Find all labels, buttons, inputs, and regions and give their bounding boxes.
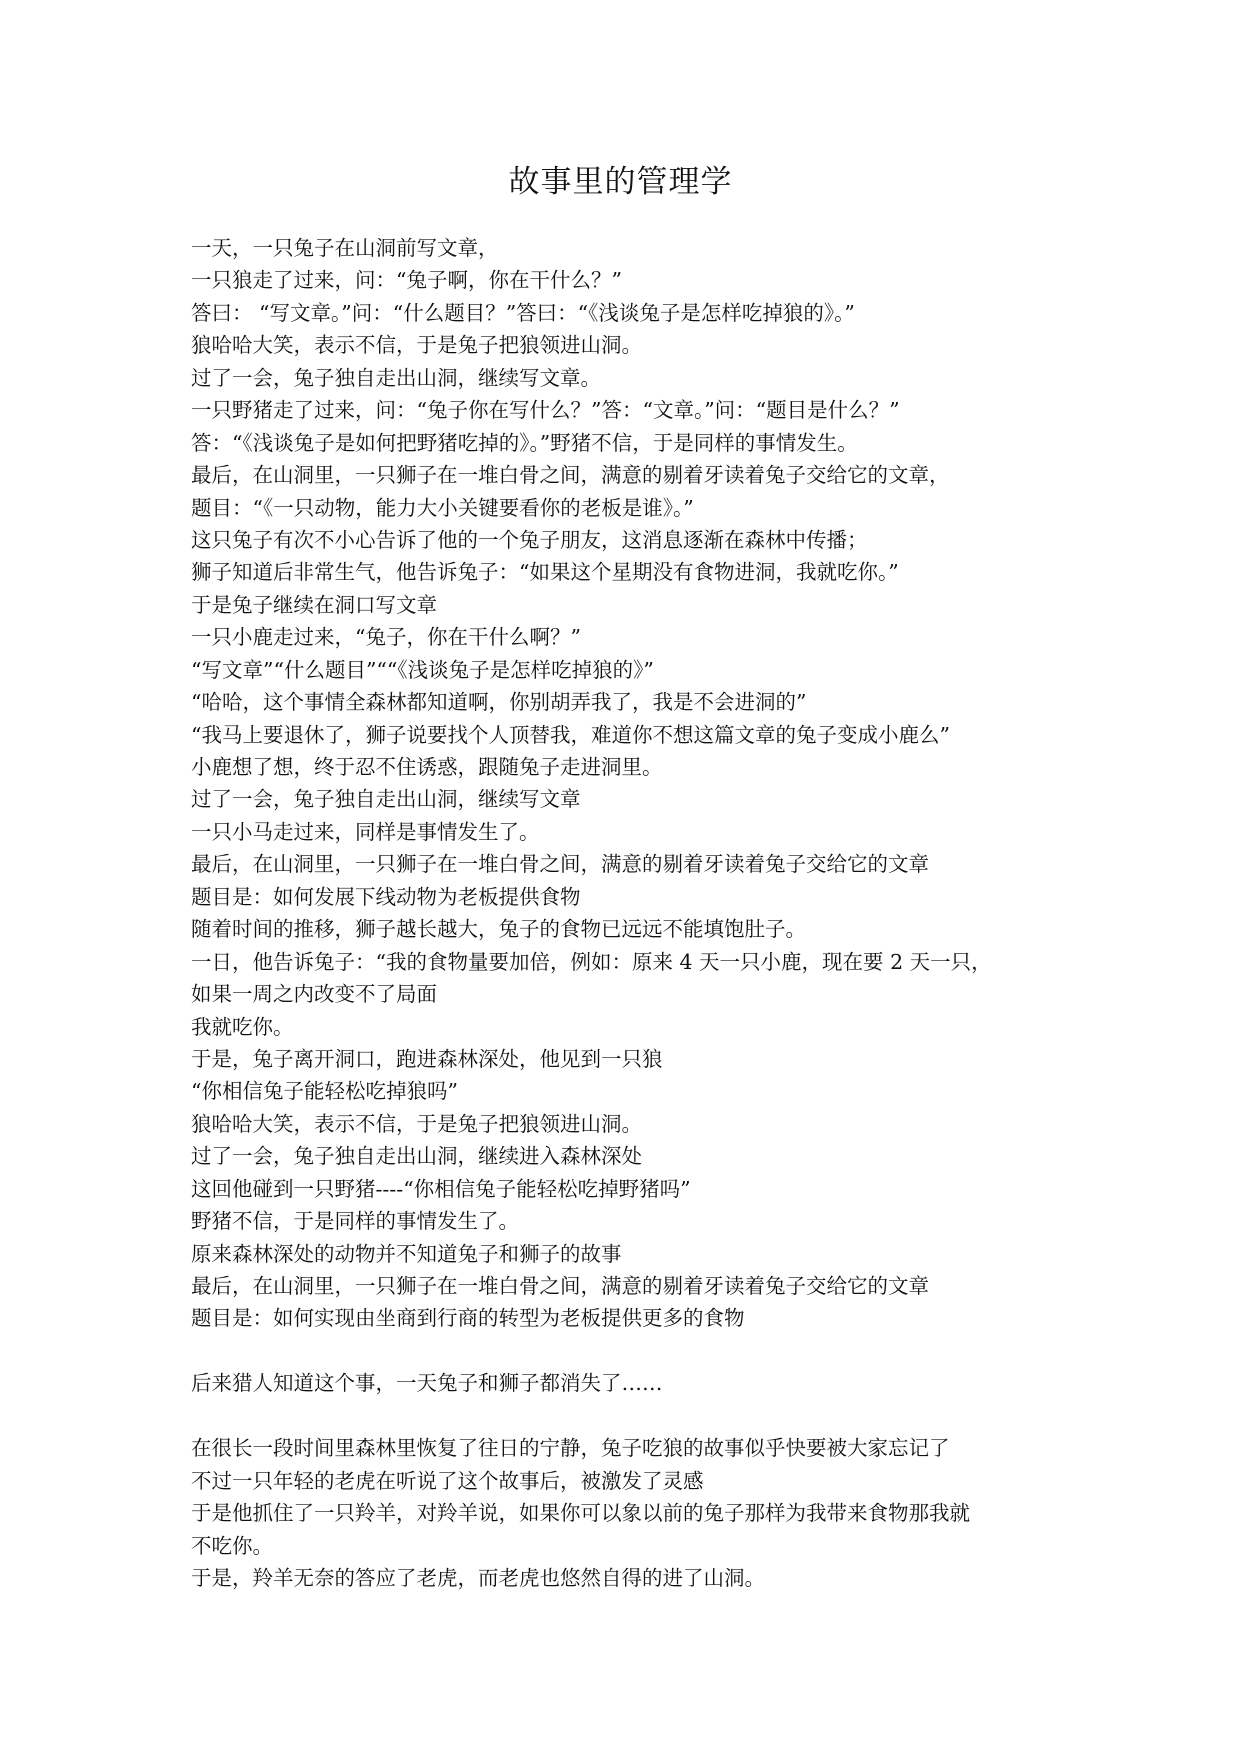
text-line: 我就吃你。 (191, 1014, 294, 1039)
text-line: 最后，在山洞里，一只狮子在一堆白骨之间，满意的剔着牙读着兔子交给它的文章 (191, 852, 929, 877)
paragraph-gap (191, 1400, 1051, 1432)
text-line: “你相信兔子能轻松吃掉狼吗” (191, 1079, 458, 1104)
text-line: 如果一周之内改变不了局面 (191, 982, 437, 1007)
text-line: 一只狼走了过来，问：“兔子啊，你在干什么？” (191, 268, 622, 293)
text-line: 答曰： “写文章。”问：“什么题目？”答曰：“《浅谈兔子是怎样吃掉狼的》。” (191, 300, 855, 325)
text-line: 一只小鹿走过来，“兔子，你在干什么啊？” (191, 625, 581, 650)
text-line: 答：“《浅谈兔子是如何把野猪吃掉的》。”野猪不信，于是同样的事情发生。 (191, 430, 858, 455)
text-line: 狼哈哈大笑，表示不信，于是兔子把狼领进山洞。 (191, 1111, 642, 1136)
text-line: “写文章”“什么题目”““《浅谈兔子是怎样吃掉狼的》” (191, 657, 654, 682)
text-line: 题目是：如何实现由坐商到行商的转型为老板提供更多的食物 (191, 1306, 745, 1331)
document-title: 故事里的管理学 (508, 164, 733, 200)
text-line: 后来猎人知道这个事，一天兔子和狮子都消失了…… (191, 1371, 663, 1396)
text-line: 过了一会，兔子独自走出山洞，继续写文章 (191, 787, 581, 812)
paragraph-gap (191, 1335, 1051, 1367)
text-line: 狮子知道后非常生气，他告诉兔子：“如果这个星期没有食物进洞，我就吃你。” (191, 560, 899, 585)
text-line: 一日，他告诉兔子：“我的食物量要加倍，例如：原来 4 天一只小鹿，现在要 2 天一只， (191, 949, 992, 974)
text-line: 在很长一段时间里森林里恢复了往日的宁静，兔子吃狼的故事似乎快要被大家忘记了 (191, 1436, 950, 1461)
text-line: 题目：“《一只动物，能力大小关键要看你的老板是谁》。” (191, 495, 694, 520)
text-line: 这回他碰到一只野猪----“你相信兔子能轻松吃掉野猪吗” (191, 1176, 691, 1201)
text-line: 随着时间的推移，狮子越长越大，兔子的食物已远远不能填饱肚子。 (191, 917, 806, 942)
text-line: 于是兔子继续在洞口写文章 (191, 592, 437, 617)
text-line: “我马上要退休了，狮子说要找个人顶替我，难道你不想这篇文章的兔子变成小鹿么” (191, 722, 950, 747)
text-line: 一天，一只兔子在山洞前写文章， (191, 236, 499, 260)
text-line: 题目是：如何发展下线动物为老板提供食物 (191, 884, 581, 909)
text-line: 不吃你。 (191, 1533, 273, 1558)
text-line: 不过一只年轻的老虎在听说了这个故事后，被激发了灵感 (191, 1468, 704, 1493)
text-line: 一只野猪走了过来，问：“兔子你在写什么？”答：“文章。”问：“题目是什么？” (191, 398, 900, 423)
text-line: 于是，兔子离开洞口，跑进森林深处，他见到一只狼 (191, 1046, 663, 1071)
text-line: 于是，羚羊无奈的答应了老虎，而老虎也悠然自得的进了山洞。 (191, 1565, 765, 1590)
text-line: “哈哈，这个事情全森林都知道啊，你别胡弄我了，我是不会进洞的” (191, 690, 807, 715)
text-line: 于是他抓住了一只羚羊，对羚羊说，如果你可以象以前的兔子那样为我带来食物那我就 (191, 1501, 970, 1526)
document-body (191, 232, 1051, 1594)
text-line: 过了一会，兔子独自走出山洞，继续写文章。 (191, 365, 601, 390)
text-line: 一只小马走过来，同样是事情发生了。 (191, 819, 540, 844)
text-line: 小鹿想了想，终于忍不住诱惑，跟随兔子走进洞里。 (191, 755, 663, 779)
text-line: 这只兔子有次不小心告诉了他的一个兔子朋友，这消息逐渐在森林中传播； (191, 527, 868, 552)
text-line: 原来森林深处的动物并不知道兔子和狮子的故事 (191, 1241, 622, 1266)
text-line: 最后，在山洞里，一只狮子在一堆白骨之间，满意的剔着牙读着兔子交给它的文章， (191, 463, 950, 488)
text-line: 狼哈哈大笑，表示不信，于是兔子把狼领进山洞。 (191, 333, 642, 358)
text-line: 野猪不信，于是同样的事情发生了。 (191, 1209, 519, 1234)
text-line: 过了一会，兔子独自走出山洞，继续进入森林深处 (191, 1144, 642, 1169)
text-line: 最后，在山洞里，一只狮子在一堆白骨之间，满意的剔着牙读着兔子交给它的文章 (191, 1274, 929, 1298)
